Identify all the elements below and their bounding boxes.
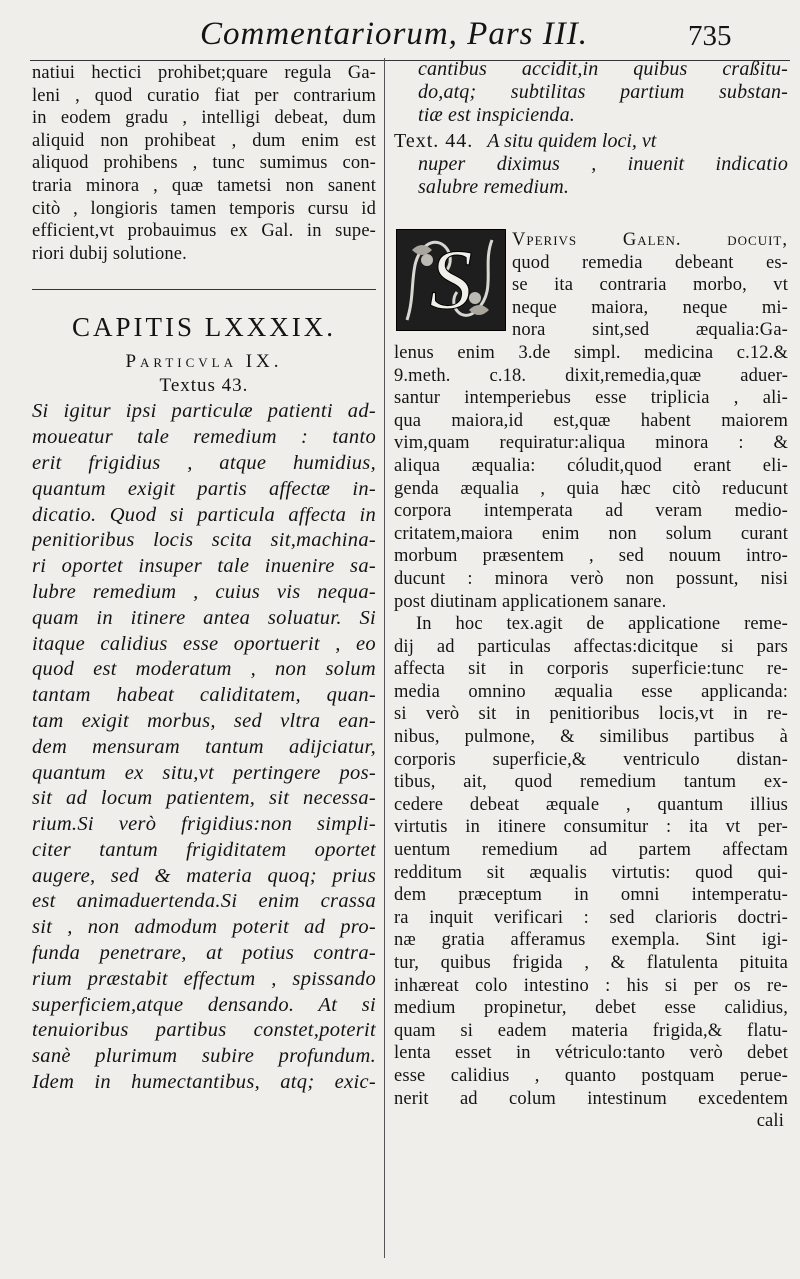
text-line: esse calidius , quanto postquam perue- xyxy=(394,1065,788,1086)
text-line: virtutis in itinere consumitur : ita vt per- xyxy=(394,817,788,838)
text-line: santur intemperiebus esse triplicia , ali- xyxy=(394,388,788,409)
text-line: 9.meth. c.18. dixit,remedia,quæ aduer- xyxy=(394,365,788,386)
italic-line: sit , non admodum poterit ad pro- xyxy=(32,916,376,939)
text-line: post diutinam applicationem sanare. xyxy=(394,591,667,612)
text-line: leni , quod curatio fiat per contrarium xyxy=(32,85,376,106)
text-line: dem præceptum in omni intemperatu- xyxy=(394,885,788,906)
text-line: quod remedia debeant es- xyxy=(512,252,788,273)
textus-heading: Textus 43. xyxy=(159,375,249,397)
text-line: tur, quibus frigida , & flatulenta pituita xyxy=(394,953,788,973)
text-line: vim,quam requiratur:aliqua minora : & xyxy=(394,433,788,454)
text-line: medium propinetur, debet esse calidius, xyxy=(394,998,788,1019)
italic-continuation xyxy=(394,58,788,127)
italic-line: Idem in humectantibus, atq; exic- xyxy=(32,1071,376,1094)
text-line: qua maiora,id est,quæ habent maiorem xyxy=(394,410,788,431)
italic-line: sit ad locum patientem, sit necessa- xyxy=(32,787,376,810)
italic-line: rium præstabit effectum , spissando xyxy=(32,967,376,990)
italic-line: tam exigit morbus, sed vltra ean- xyxy=(32,709,376,732)
text-line: nerit ad colum intestinum excedentem xyxy=(394,1088,788,1109)
italic-line: dicatio. Quod si particula affecta in xyxy=(32,503,376,526)
italic-line: augere, sed & materia quoq; prius xyxy=(32,864,376,887)
left-column xyxy=(32,62,376,1096)
text-line: genda æqualia , quia hæc citò reducunt xyxy=(394,478,788,499)
italic-line: cantibus accidit,in quibus craßitu- xyxy=(418,58,788,80)
text-line: Vperivs Galen. docuit, xyxy=(512,230,788,250)
italic-line: quam in itinere antea soluatur. Si xyxy=(32,606,376,629)
italic-line: erit frigidius , atque humidius, xyxy=(32,451,376,474)
italic-line: dem mensuram tantum adijciatur, xyxy=(32,735,376,758)
text-line: uentum remedium ad partem affectam xyxy=(394,840,788,861)
text-line: inhæreat colo intestino : his si per os re- xyxy=(394,975,788,996)
text-line: efficient,vt probauimus ex Gal. in supe- xyxy=(32,221,376,242)
ornament-icon xyxy=(397,230,505,330)
text-line: se ita contraria morbo, vt xyxy=(512,275,788,296)
text44-heading-line xyxy=(394,129,788,153)
text-line: redditum sit æqualis virtutis: quod qui- xyxy=(394,862,788,883)
italic-line: citer tantum frigiditatem oportet xyxy=(32,838,376,861)
italic-line: rium.Si verò frigidius:non simpli- xyxy=(32,813,376,836)
left-top-paragraph xyxy=(32,62,376,265)
text-line: cedere debeat æquale , quantum illius xyxy=(394,794,788,815)
text-line: ducunt : minora verò non possunt, nisi xyxy=(394,568,788,589)
italic-line: nuper diximus , inuenit indicatio xyxy=(418,153,788,175)
italic-line: tiæ est inspicienda. xyxy=(418,104,575,126)
text-line: lenus enim 3.de simpl. medicina c.12.& xyxy=(394,342,788,363)
italic-line: quod est moderatum , non solum xyxy=(32,658,376,681)
text-line: neque maiora, neque mi- xyxy=(512,297,788,318)
text-line: næ gratia afferamus exempla. Sint igi- xyxy=(394,930,788,951)
text44-block xyxy=(394,129,788,199)
italic-line: do,atq; subtilitas partium substan- xyxy=(418,81,788,103)
text-line: media omnino æqualia esse applicanda: xyxy=(394,681,788,702)
section-rule xyxy=(32,289,376,290)
page-header xyxy=(0,10,800,60)
text-line: riori dubij solutione. xyxy=(32,243,187,264)
italic-line: funda penetrare, at potius contra- xyxy=(32,942,376,965)
text-line: natiui hectici prohibet;quare regula Ga- xyxy=(32,63,376,83)
text-line: nora sint,sed æqualia:Ga- xyxy=(512,320,788,341)
text-line: aliqua æqualia: cóludit,quod erant eli- xyxy=(394,455,788,476)
italic-line: Si igitur ipsi particulæ patienti ad- xyxy=(32,400,376,423)
text-line: traria minora , quæ tametsi non sanent xyxy=(32,175,376,196)
italic-line: itaque calidius esse oportuerit , eo xyxy=(32,632,376,655)
italic-line: moueatur tale remedium : tanto xyxy=(32,426,376,449)
italic-line: est animaduertenda.Si enim crassa xyxy=(32,890,376,913)
italic-line: superficiem,atque densando. At si xyxy=(32,993,376,1016)
text-line: si verò sit in penitioribus locis,vt in re- xyxy=(394,704,788,725)
text-line: lenta esset in vétriculo:tanto verò debet xyxy=(394,1043,788,1064)
column-divider xyxy=(384,58,385,1258)
decorated-initial-s xyxy=(396,229,506,331)
text-line: aliquod prohibens , tunc sumimus con- xyxy=(32,153,376,174)
italic-line: ri oportet insuper tale inuenire sa- xyxy=(32,555,376,578)
italic-line: salubre remedium. xyxy=(418,176,570,198)
italic-line: quantum exigit partis affectæ in- xyxy=(32,477,376,500)
paragraph-2 xyxy=(394,613,788,1133)
italic-line: sanè plurimum subire profundum. xyxy=(32,1045,376,1068)
italic-line: tenuioribus partibus constet,poterit xyxy=(32,1019,376,1042)
text-line: quam si eadem materia frigida,& flatu- xyxy=(394,1020,788,1041)
italic-line: penitioribus locis scita sit,machina- xyxy=(32,529,376,552)
running-title: Commentariorum, Pars III. xyxy=(200,16,588,52)
text-line: dij ad particulas affectas:dicitque si pars xyxy=(394,636,788,657)
text-line: aliquid non prohibeat , dum enim est xyxy=(32,130,376,151)
text-line: corpora intemperata ad veram medio- xyxy=(394,501,788,522)
catchword: cali xyxy=(756,1111,784,1132)
text-line: in eodem gradu , intelligi debeat, dum xyxy=(32,108,376,129)
text-line: In hoc tex.agit de applicatione reme- xyxy=(416,614,788,635)
text44-label: Text. 44. xyxy=(394,130,474,152)
text-line: corporis superficie,& ventriculo distan- xyxy=(394,749,788,770)
text-line: nibus, pulmone, & similibus partibus à xyxy=(394,727,788,748)
italic-line: lubre remedium , cuius vis nequa- xyxy=(32,580,376,603)
svg-text:S: S xyxy=(429,231,473,327)
text44-italic: A situ quidem loci, vt xyxy=(487,130,657,152)
text-line: citò , longioris tamen temporis cursu id xyxy=(32,198,376,219)
text-line: affecta sit in corporis superficie:tunc re- xyxy=(394,659,788,680)
text-line: tibus, ait, quod remedium tantum ex- xyxy=(394,772,788,793)
right-column xyxy=(394,58,788,1133)
chapter-heading: CAPITIS LXXXIX. xyxy=(72,312,336,343)
italic-line: quantum ex situ,vt pertingere pos- xyxy=(32,761,376,784)
paragraph-with-initial xyxy=(394,229,788,613)
italic-line: tantam habeat caliditatem, quan- xyxy=(32,684,376,707)
text-line: critatem,maiora enim non solum curant xyxy=(394,523,788,544)
particula-heading: Particvla IX. xyxy=(125,351,283,373)
text-line: ra inquit verificari : sed clarioris doctri- xyxy=(394,907,788,928)
italic-text-block xyxy=(32,399,376,1096)
text-line: morbum præsentem , sed nouum intro- xyxy=(394,546,788,567)
page-number: 735 xyxy=(688,20,732,52)
